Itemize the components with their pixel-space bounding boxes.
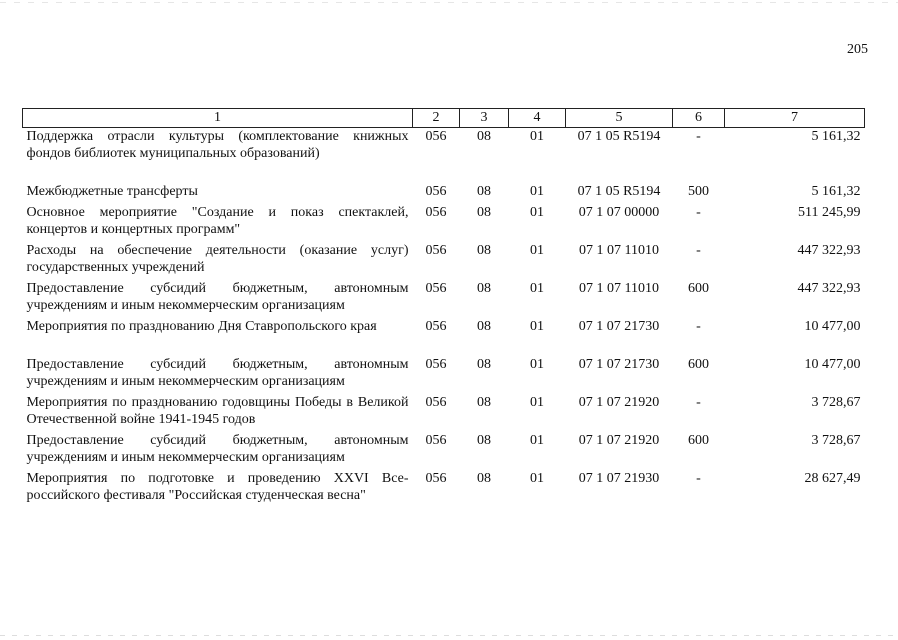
row-subsection: 01 [530,319,544,334]
header-col-5: 5 [566,109,673,128]
row-amount: 511 245,99 [798,205,861,220]
table-row [23,432,865,470]
row-expense-type: - [696,395,701,410]
row-subsection: 01 [530,433,544,448]
row-amount: 10 477,00 [804,357,861,372]
row-section: 08 [477,357,491,372]
row-expense-type: 600 [688,357,709,372]
table-row [23,470,865,508]
table-row [23,280,865,318]
row-section: 08 [477,184,491,199]
row-name: Поддержка отрасли культуры (комплектование книжных фондов библиотек муниципальных образований) [26,129,409,161]
row-section: 08 [477,129,491,144]
row-ministry-code: 056 [425,433,447,448]
row-amount: 10 477,00 [804,319,861,334]
row-amount: 447 322,93 [797,281,861,296]
row-ministry-code: 056 [425,357,447,372]
row-amount: 3 728,67 [811,395,861,410]
row-name: Расходы на обеспечение деятельности (оказание услуг) государственных учреждений [26,243,409,275]
row-ministry-code: 056 [425,281,447,296]
table-header-row [23,109,865,128]
row-section: 08 [477,243,491,258]
row-amount: 447 322,93 [797,243,861,258]
header-col-1: 1 [23,109,413,128]
row-name: Мероприятия по празднованию годовщины Победы в Великой Отечественной войне 1941-1945 годов [26,395,409,427]
row-subsection: 01 [530,471,544,486]
table-row [23,128,865,184]
scan-edge-top [0,2,898,3]
row-amount: 5 161,32 [811,129,861,144]
row-target-article: 07 1 05 R5194 [577,184,661,199]
row-name: Мероприятия по подготовке и проведению XXVI Все-российского фестиваля "Российская студенческая весна" [26,471,409,503]
header-col-3: 3 [460,109,509,128]
row-ministry-code: 056 [425,184,447,199]
table-row [23,318,865,356]
row-target-article: 07 1 07 11010 [579,243,659,258]
row-expense-type: - [696,205,701,220]
table-row [23,204,865,242]
row-name: Мероприятия по празднованию Дня Ставропольского края [26,319,377,334]
table-row [23,183,865,204]
row-ministry-code: 056 [425,243,447,258]
row-target-article: 07 1 07 21920 [578,395,660,410]
row-name: Предоставление субсидий бюджетным, автономным учреждениям и иным некоммерческим организациям [26,281,409,313]
row-expense-type: - [696,471,701,486]
budget-table [22,108,865,508]
row-name: Предоставление субсидий бюджетным, автономным учреждениям и иным некоммерческим организациям [26,433,409,465]
row-section: 08 [477,395,491,410]
row-expense-type: - [696,243,701,258]
row-target-article: 07 1 07 21730 [578,357,660,372]
row-ministry-code: 056 [425,205,447,220]
row-subsection: 01 [530,357,544,372]
row-ministry-code: 056 [425,319,447,334]
row-name: Предоставление субсидий бюджетным, автономным учреждениям и иным некоммерческим организациям [26,357,409,389]
row-section: 08 [477,205,491,220]
row-target-article: 07 1 07 21920 [578,433,660,448]
row-ministry-code: 056 [425,129,447,144]
row-section: 08 [477,433,491,448]
row-expense-type: 600 [688,281,709,296]
scan-edge-bottom [0,635,898,636]
row-target-article: 07 1 07 11010 [579,281,659,296]
row-target-article: 07 1 07 00000 [578,205,660,220]
row-amount: 3 728,67 [811,433,861,448]
header-col-7: 7 [725,109,865,128]
row-ministry-code: 056 [425,471,447,486]
row-ministry-code: 056 [425,395,447,410]
row-expense-type: 500 [688,184,709,199]
row-amount: 5 161,32 [811,184,861,199]
row-subsection: 01 [530,205,544,220]
row-section: 08 [477,471,491,486]
page-number: 205 [847,42,868,57]
row-subsection: 01 [530,129,544,144]
row-section: 08 [477,319,491,334]
header-col-6: 6 [673,109,725,128]
row-name: Основное мероприятие "Создание и показ спектаклей, концертов и концертных программ" [26,205,409,237]
row-target-article: 07 1 07 21930 [578,471,660,486]
header-col-4: 4 [509,109,566,128]
row-subsection: 01 [530,395,544,410]
row-subsection: 01 [530,184,544,199]
row-subsection: 01 [530,243,544,258]
row-amount: 28 627,49 [804,471,861,486]
row-expense-type: - [696,129,701,144]
row-expense-type: 600 [688,433,709,448]
row-name: Межбюджетные трансферты [26,184,198,199]
header-col-2: 2 [413,109,460,128]
row-expense-type: - [696,319,701,334]
row-target-article: 07 1 05 R5194 [577,129,661,144]
table-row [23,394,865,432]
table-row [23,242,865,280]
table-row [23,356,865,394]
row-section: 08 [477,281,491,296]
row-subsection: 01 [530,281,544,296]
row-target-article: 07 1 07 21730 [578,319,660,334]
